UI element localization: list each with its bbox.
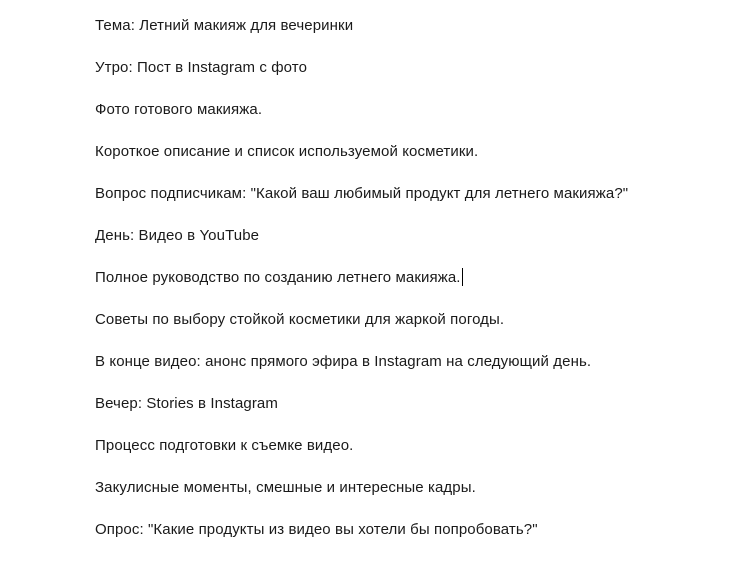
morning-heading: Утро: Пост в Instagram с фото (95, 59, 308, 76)
day-item-guide: Полное руководство по созданию летнего макияжа. (95, 269, 461, 286)
morning-item-question: Вопрос подписчикам: "Какой ваш любимый продукт для летнего макияжа?" (95, 185, 629, 202)
day-item-announcement: В конце видео: анонс прямого эфира в Instagram на следующий день. (95, 353, 592, 370)
text-cursor (462, 268, 463, 286)
evening-item-poll: Опрос: "Какие продукты из видео вы хотели бы попробовать?" (95, 521, 538, 538)
evening-item-backstage: Закулисные моменты, смешные и интересные кадры. (95, 479, 476, 496)
day-item-guide-with-caret[interactable] (95, 268, 463, 288)
evening-heading: Вечер: Stories в Instagram (95, 395, 278, 412)
evening-item-process: Процесс подготовки к съемке видео. (95, 437, 354, 454)
morning-item-description: Короткое описание и список используемой косметики. (95, 143, 479, 160)
morning-item-photo: Фото готового макияжа. (95, 101, 263, 118)
day-item-tips: Советы по выбору стойкой косметики для жаркой погоды. (95, 311, 505, 328)
day-heading: День: Видео в YouTube (95, 227, 260, 244)
topic-line: Тема: Летний макияж для вечеринки (95, 17, 354, 34)
